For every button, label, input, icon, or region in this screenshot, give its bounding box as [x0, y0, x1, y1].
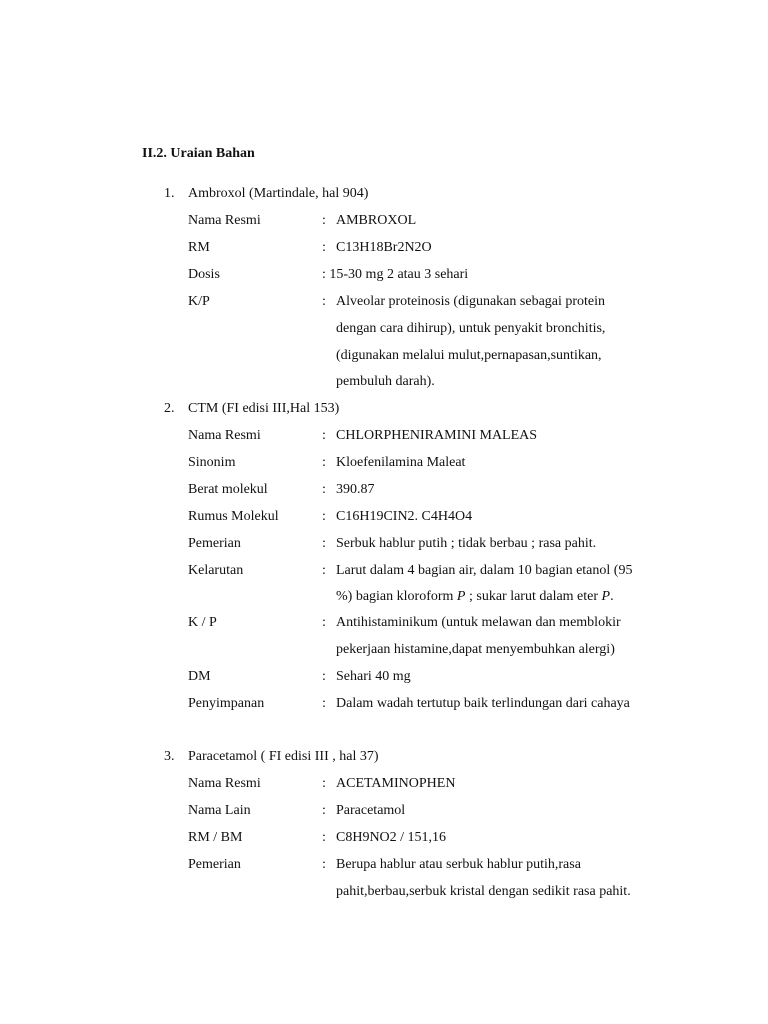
field-colon: : [322, 669, 326, 684]
field-colon: : [322, 696, 326, 711]
field-label: Nama Resmi [188, 428, 261, 443]
field-value: Larut dalam 4 bagian air, dalam 10 bagian etanol (95 [336, 563, 633, 578]
field-label: RM / BM [188, 830, 243, 845]
field-value: C13H18Br2N2O [336, 240, 432, 255]
field-value: C8H9NO2 / 151,16 [336, 830, 447, 845]
field-colon: : [322, 455, 326, 470]
item-heading: CTM (FI edisi III,Hal 153) [188, 401, 340, 416]
field-value: 390.87 [336, 482, 375, 497]
field-colon: : [322, 563, 326, 578]
field-label: Pemerian [188, 536, 241, 551]
field-label: Rumus Molekul [188, 509, 279, 524]
section-title: II.2. Uraian Bahan [142, 146, 255, 161]
field-label: Sinonim [188, 455, 236, 470]
field-value-continuation: pembuluh darah). [336, 374, 435, 389]
field-colon: : [322, 213, 326, 228]
field-colon: : [322, 536, 326, 551]
field-label: Dosis [188, 267, 220, 282]
field-colon: : [322, 509, 326, 524]
field-label: K/P [188, 294, 210, 309]
field-colon: : [322, 830, 326, 845]
field-value: Berupa hablur atau serbuk hablur putih,rasa [336, 857, 581, 872]
item-heading: Ambroxol (Martindale, hal 904) [188, 186, 369, 201]
field-value: Antihistaminikum (untuk melawan dan memblokir [336, 615, 621, 630]
field-label: Pemerian [188, 857, 241, 872]
field-colon: : [322, 428, 326, 443]
field-value-continuation: pekerjaan histamine,dapat menyembuhkan alergi) [336, 642, 615, 657]
field-value: C16H19CIN2. C4H4O4 [336, 509, 473, 524]
field-value: : 15-30 mg 2 atau 3 sehari [322, 267, 469, 282]
field-colon: : [322, 294, 326, 309]
field-value: Serbuk hablur putih ; tidak berbau ; rasa pahit. [336, 536, 597, 551]
field-value: ACETAMINOPHEN [336, 776, 456, 791]
field-value: CHLORPHENIRAMINI MALEAS [336, 428, 538, 443]
field-value-continuation: %) bagian kloroform P ; sukar larut dalam eter P. [336, 589, 614, 604]
field-label: DM [188, 669, 211, 684]
field-value: Paracetamol [336, 803, 406, 818]
field-value-continuation: pahit,berbau,serbuk kristal dengan sedikit rasa pahit. [336, 884, 631, 899]
field-colon: : [322, 857, 326, 872]
field-value: AMBROXOL [336, 213, 417, 228]
field-label: Penyimpanan [188, 696, 265, 711]
field-label: K / P [188, 615, 217, 630]
item-number: 1. [164, 186, 175, 201]
field-colon: : [322, 776, 326, 791]
field-value: Alveolar proteinosis (digunakan sebagai protein [336, 294, 606, 309]
field-colon: : [322, 240, 326, 255]
field-colon: : [322, 803, 326, 818]
item-number: 3. [164, 749, 175, 764]
field-value-continuation: dengan cara dihirup), untuk penyakit bronchitis, [336, 321, 606, 336]
item-number: 2. [164, 401, 175, 416]
field-label: Nama Lain [188, 803, 251, 818]
field-label: Nama Resmi [188, 213, 261, 228]
field-label: RM [188, 240, 210, 255]
field-colon: : [322, 482, 326, 497]
field-colon: : [322, 615, 326, 630]
field-label: Kelarutan [188, 563, 244, 578]
field-value: Sehari 40 mg [336, 669, 411, 684]
field-value: Dalam wadah tertutup baik terlindungan dari cahaya [336, 696, 630, 711]
field-value-continuation: (digunakan melalui mulut,pernapasan,suntikan, [336, 348, 602, 363]
field-label: Berat molekul [188, 482, 268, 497]
item-heading: Paracetamol ( FI edisi III , hal 37) [188, 749, 379, 764]
field-value: Kloefenilamina Maleat [336, 455, 466, 470]
field-label: Nama Resmi [188, 776, 261, 791]
